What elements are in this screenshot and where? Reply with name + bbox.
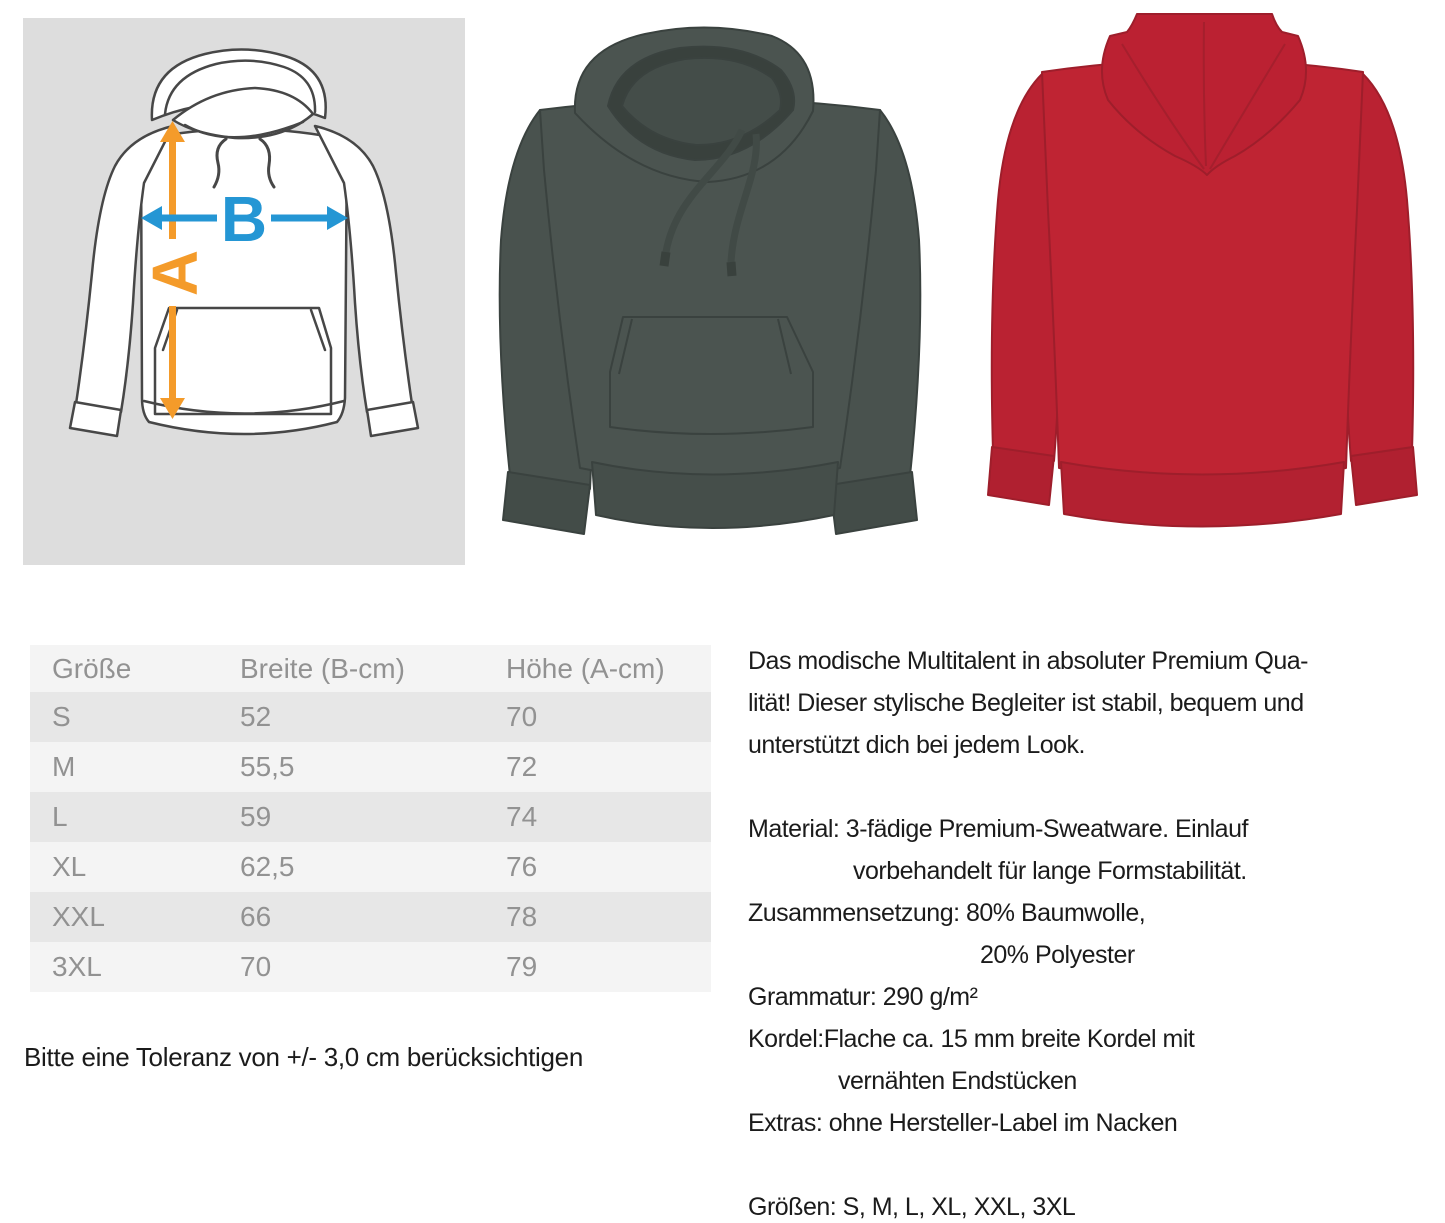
description-line: unterstützt dich bei jedem Look.	[748, 731, 1085, 759]
width-label: B	[220, 183, 268, 255]
description-line: Extras: ohne Hersteller-Label im Nacken	[748, 1109, 1178, 1137]
description-line: Kordel:Flache ca. 15 mm breite Kordel mit	[748, 1025, 1195, 1053]
width-cell: 55,5	[240, 751, 295, 782]
size-cell: XL	[52, 851, 87, 882]
size-table	[30, 645, 711, 992]
width-cell: 70	[240, 951, 272, 982]
description-line	[748, 1144, 1445, 1186]
size-cell: S	[52, 701, 71, 732]
table-row	[30, 692, 711, 742]
size-cell: 3XL	[52, 951, 102, 982]
description-line: Das modische Multitalent in absoluter Premium Qua-	[748, 647, 1308, 675]
description-line: Größen: S, M, L, XL, XXL, 3XL	[748, 1193, 1076, 1221]
description-text	[748, 640, 1445, 1223]
height-cell: 70	[506, 701, 538, 732]
description-line: vorbehandelt für lange Formstabilität.	[853, 857, 1247, 885]
hoodie-front-illustration	[480, 10, 940, 565]
size-table-header	[30, 645, 711, 692]
height-cell: 76	[506, 851, 538, 882]
description-line: 20% Polyester	[980, 941, 1135, 969]
hoodie-back-photo	[960, 0, 1445, 570]
header-width: Breite (B-cm)	[240, 652, 405, 684]
size-measure-diagram	[23, 18, 465, 565]
height-cell: 79	[506, 951, 538, 982]
table-row	[30, 842, 711, 892]
description-line: Material: 3-fädige Premium-Sweatware. Einlauf	[748, 815, 1248, 843]
description-line: Grammatur: 290 g/m²	[748, 983, 978, 1011]
width-cell: 59	[240, 801, 272, 832]
table-row	[30, 942, 711, 992]
description-line	[748, 766, 1445, 808]
tolerance-note: Bitte eine Toleranz von +/- 3,0 cm berücksichtigen	[24, 1042, 583, 1072]
width-cell: 66	[240, 901, 272, 932]
height-cell: 74	[506, 801, 538, 832]
size-cell: XXL	[52, 901, 105, 932]
hoodie-back-illustration	[960, 0, 1445, 570]
hoodie-line-art	[23, 18, 465, 565]
table-row	[30, 892, 711, 942]
table-row	[30, 792, 711, 842]
width-cell: 52	[240, 701, 272, 732]
header-size: Größe	[52, 652, 132, 684]
description-line: vernähten Endstücken	[838, 1067, 1077, 1095]
table-row	[30, 742, 711, 792]
height-cell: 78	[506, 901, 538, 932]
size-table-body	[30, 692, 711, 992]
header-height: Höhe (A-cm)	[506, 652, 665, 684]
hoodie-front-photo	[480, 10, 940, 565]
height-cell: 72	[506, 751, 538, 782]
width-cell: 62,5	[240, 851, 295, 882]
size-cell: L	[52, 801, 68, 832]
size-cell: M	[52, 751, 76, 782]
description-line: Zusammensetzung: 80% Baumwolle,	[748, 899, 1146, 927]
description-line: lität! Dieser stylische Begleiter ist stabil, bequem und	[748, 689, 1304, 717]
height-label: A	[139, 249, 211, 297]
